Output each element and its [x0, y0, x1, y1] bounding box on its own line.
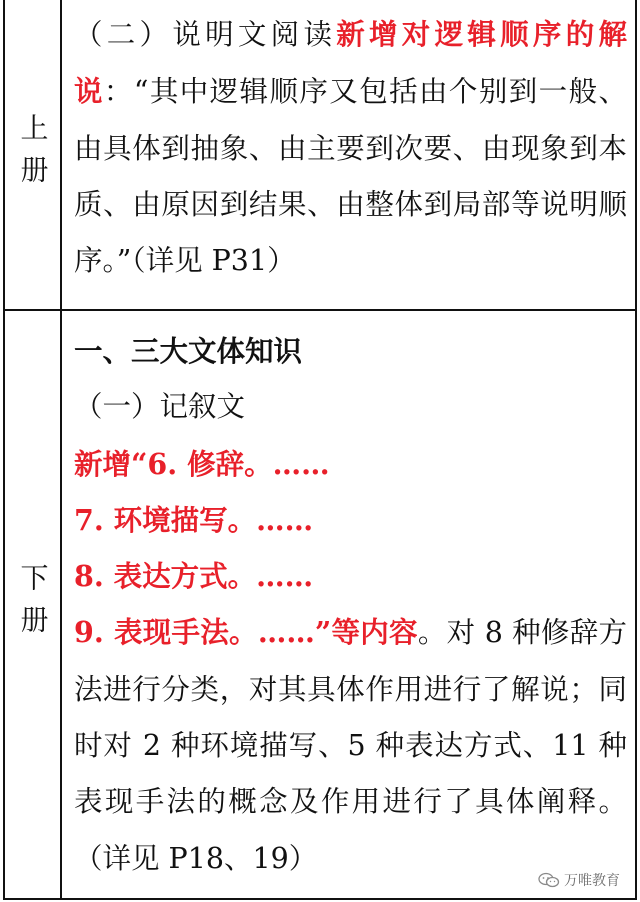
row-content-cell — [64, 0, 635, 309]
row-content-paragraph — [74, 6, 627, 289]
text-segment: ：“其中逻辑顺序又包括由个别到一般、由具体到抽象、由主要到次要、由现象到本质、由原因到结果、由整体到局部等说明顺序。”（详见 P31） — [74, 75, 627, 278]
sub-heading: （一）记叙文 — [74, 390, 246, 424]
row-label-cell — [5, 311, 62, 898]
highlight-text: 9. 表现手法。……”等内容 — [74, 615, 418, 650]
table-row — [5, 0, 635, 311]
row-label-cell — [5, 0, 62, 309]
section-heading: 一、三大文体知识 — [74, 334, 303, 368]
highlight-text: 新增对逻辑顺序的解说 — [74, 17, 627, 109]
watermark-text: 万唯教育 — [564, 873, 620, 889]
row-label: 上册 — [16, 112, 50, 197]
text-segment: （二）说明文阅读 — [74, 18, 337, 51]
row-label: 下册 — [16, 562, 50, 647]
wechat-icon — [538, 872, 560, 888]
table-row — [5, 311, 635, 898]
comparison-table — [3, 0, 637, 900]
watermark — [538, 870, 620, 890]
highlight-line: 8. 表达方式。…… — [74, 559, 314, 594]
highlight-line: 7. 环境描写。…… — [74, 502, 314, 537]
row-content-cell — [64, 311, 635, 898]
row-content-paragraph — [74, 604, 627, 886]
text-segment: 。对 8 种修辞方法进行分类，对其具体作用进行了解说；同时对 2 种环境描写、5 种表达方式、11 种表现手法的概念及作用进行了具体阐释。（详见 P18、19） — [74, 616, 627, 875]
highlight-line: 新增“6. 修辞。…… — [74, 446, 330, 481]
